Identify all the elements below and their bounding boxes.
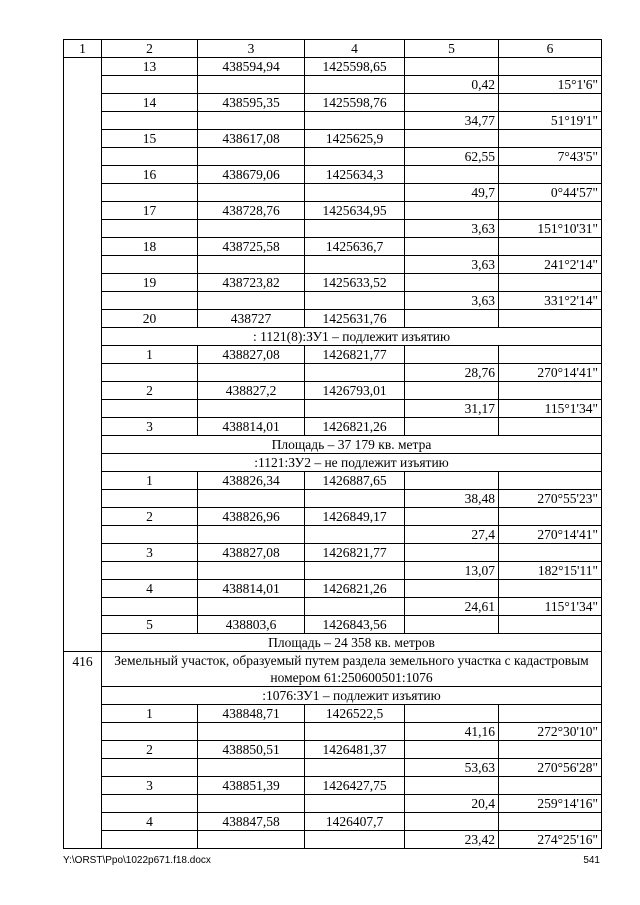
empty-cell bbox=[102, 831, 198, 849]
caption-row bbox=[64, 454, 602, 472]
empty-cell bbox=[198, 184, 305, 202]
empty-cell bbox=[499, 166, 602, 184]
direction-angle: 15°1'6" bbox=[499, 76, 602, 94]
coordinate-y: 1425634,95 bbox=[305, 202, 405, 220]
empty-cell bbox=[305, 562, 405, 580]
empty-cell bbox=[305, 795, 405, 813]
empty-cell bbox=[499, 58, 602, 76]
segment-row bbox=[64, 292, 602, 310]
empty-cell bbox=[405, 382, 499, 400]
segment-length: 28,76 bbox=[405, 364, 499, 382]
direction-angle: 241°2'14" bbox=[499, 256, 602, 274]
point-number: 4 bbox=[102, 813, 198, 831]
coordinate-y: 1426522,5 bbox=[305, 705, 405, 723]
segment-length: 23,42 bbox=[405, 831, 499, 849]
point-row bbox=[64, 508, 602, 526]
empty-cell bbox=[305, 292, 405, 310]
point-number: 2 bbox=[102, 508, 198, 526]
empty-cell bbox=[405, 508, 499, 526]
point-number: 20 bbox=[102, 310, 198, 328]
empty-cell bbox=[405, 238, 499, 256]
point-number: 2 bbox=[102, 741, 198, 759]
empty-cell bbox=[198, 723, 305, 741]
segment-length: 20,4 bbox=[405, 795, 499, 813]
coordinate-x: 438617,08 bbox=[198, 130, 305, 148]
coordinate-x: 438851,39 bbox=[198, 777, 305, 795]
empty-cell bbox=[198, 400, 305, 418]
empty-cell bbox=[405, 705, 499, 723]
point-number: 1 bbox=[102, 346, 198, 364]
coordinate-y: 1426849,17 bbox=[305, 508, 405, 526]
coordinate-x: 438814,01 bbox=[198, 418, 305, 436]
empty-cell bbox=[499, 705, 602, 723]
empty-cell bbox=[305, 831, 405, 849]
empty-cell bbox=[102, 292, 198, 310]
header-cell: 5 bbox=[405, 40, 499, 58]
coordinate-y: 1426821,77 bbox=[305, 544, 405, 562]
point-row bbox=[64, 705, 602, 723]
point-number: 18 bbox=[102, 238, 198, 256]
segment-row bbox=[64, 400, 602, 418]
empty-cell bbox=[102, 184, 198, 202]
empty-cell bbox=[305, 256, 405, 274]
point-number: 1 bbox=[102, 472, 198, 490]
empty-cell bbox=[198, 759, 305, 777]
coordinate-y: 1426821,26 bbox=[305, 418, 405, 436]
segment-row bbox=[64, 490, 602, 508]
direction-angle: 272°30'10" bbox=[499, 723, 602, 741]
coordinate-x: 438725,58 bbox=[198, 238, 305, 256]
empty-cell bbox=[198, 76, 305, 94]
segment-row bbox=[64, 76, 602, 94]
point-number: 13 bbox=[102, 58, 198, 76]
empty-cell bbox=[198, 598, 305, 616]
point-row bbox=[64, 274, 602, 292]
direction-angle: 51°19'1" bbox=[499, 112, 602, 130]
empty-cell bbox=[102, 795, 198, 813]
empty-cell bbox=[305, 148, 405, 166]
direction-angle: 182°15'11" bbox=[499, 562, 602, 580]
coordinate-y: 1426427,75 bbox=[305, 777, 405, 795]
coordinate-x: 438826,34 bbox=[198, 472, 305, 490]
empty-cell bbox=[405, 130, 499, 148]
coordinate-x: 438814,01 bbox=[198, 580, 305, 598]
caption-row bbox=[64, 687, 602, 705]
segment-length: 62,55 bbox=[405, 148, 499, 166]
point-row bbox=[64, 544, 602, 562]
empty-cell bbox=[499, 94, 602, 112]
point-row bbox=[64, 238, 602, 256]
coordinate-x: 438850,51 bbox=[198, 741, 305, 759]
coordinate-x: 438679,06 bbox=[198, 166, 305, 184]
direction-angle: 274°25'16" bbox=[499, 831, 602, 849]
empty-cell bbox=[499, 130, 602, 148]
empty-cell bbox=[405, 616, 499, 634]
segment-row bbox=[64, 364, 602, 382]
coordinate-y: 1425636,7 bbox=[305, 238, 405, 256]
point-number: 4 bbox=[102, 580, 198, 598]
coordinate-y: 1426481,37 bbox=[305, 741, 405, 759]
header-cell: 3 bbox=[198, 40, 305, 58]
segment-row bbox=[64, 112, 602, 130]
point-number: 5 bbox=[102, 616, 198, 634]
point-row bbox=[64, 472, 602, 490]
direction-angle: 115°1'34" bbox=[499, 598, 602, 616]
empty-cell bbox=[499, 616, 602, 634]
segment-row bbox=[64, 723, 602, 741]
empty-cell bbox=[305, 490, 405, 508]
empty-cell bbox=[499, 238, 602, 256]
empty-cell bbox=[198, 112, 305, 130]
header-cell: 1 bbox=[64, 40, 102, 58]
point-number: 3 bbox=[102, 777, 198, 795]
direction-angle: 7°43'5" bbox=[499, 148, 602, 166]
coordinate-y: 1425625,9 bbox=[305, 130, 405, 148]
point-row bbox=[64, 616, 602, 634]
empty-cell bbox=[102, 526, 198, 544]
direction-angle: 115°1'34" bbox=[499, 400, 602, 418]
plot-caption: Площадь – 24 358 кв. метров bbox=[102, 634, 602, 652]
coordinate-y: 1426887,65 bbox=[305, 472, 405, 490]
segment-length: 49,7 bbox=[405, 184, 499, 202]
empty-cell bbox=[198, 490, 305, 508]
caption-row bbox=[64, 436, 602, 454]
empty-cell bbox=[499, 382, 602, 400]
empty-cell bbox=[305, 220, 405, 238]
coordinate-x: 438594,94 bbox=[198, 58, 305, 76]
coordinate-y: 1425598,76 bbox=[305, 94, 405, 112]
empty-cell bbox=[405, 274, 499, 292]
coordinate-x: 438827,08 bbox=[198, 346, 305, 364]
coordinate-x: 438827,2 bbox=[198, 382, 305, 400]
segment-row bbox=[64, 184, 602, 202]
empty-cell bbox=[499, 777, 602, 795]
header-cell: 4 bbox=[305, 40, 405, 58]
point-row bbox=[64, 130, 602, 148]
point-number: 19 bbox=[102, 274, 198, 292]
point-number: 1 bbox=[102, 705, 198, 723]
empty-cell bbox=[198, 220, 305, 238]
empty-cell bbox=[305, 723, 405, 741]
coordinate-x: 438848,71 bbox=[198, 705, 305, 723]
empty-cell bbox=[499, 544, 602, 562]
empty-cell bbox=[405, 777, 499, 795]
empty-cell bbox=[305, 112, 405, 130]
point-row bbox=[64, 580, 602, 598]
empty-cell bbox=[499, 741, 602, 759]
point-row bbox=[64, 741, 602, 759]
coordinate-x: 438847,58 bbox=[198, 813, 305, 831]
segment-row bbox=[64, 831, 602, 849]
segment-row bbox=[64, 526, 602, 544]
point-number: 17 bbox=[102, 202, 198, 220]
direction-angle: 0°44'57" bbox=[499, 184, 602, 202]
segment-length: 13,07 bbox=[405, 562, 499, 580]
coordinate-x: 438723,82 bbox=[198, 274, 305, 292]
segment-row bbox=[64, 598, 602, 616]
header-row bbox=[64, 40, 602, 58]
coordinate-y: 1425633,52 bbox=[305, 274, 405, 292]
header-cell: 2 bbox=[102, 40, 198, 58]
point-number: 3 bbox=[102, 544, 198, 562]
direction-angle: 270°55'23" bbox=[499, 490, 602, 508]
segment-length: 53,63 bbox=[405, 759, 499, 777]
empty-cell bbox=[405, 472, 499, 490]
parcel-title: Земельный участок, образуемый путем раздела земельного участка с кадастровым номером 61:250600501:1076 bbox=[102, 652, 602, 687]
point-number: 2 bbox=[102, 382, 198, 400]
point-row bbox=[64, 202, 602, 220]
segment-length: 34,77 bbox=[405, 112, 499, 130]
empty-cell bbox=[102, 490, 198, 508]
empty-cell bbox=[405, 418, 499, 436]
empty-cell bbox=[198, 831, 305, 849]
caption-row bbox=[64, 328, 602, 346]
point-row bbox=[64, 382, 602, 400]
empty-cell bbox=[405, 166, 499, 184]
direction-angle: 270°14'41" bbox=[499, 364, 602, 382]
empty-cell bbox=[305, 184, 405, 202]
empty-cell bbox=[499, 472, 602, 490]
segment-length: 27,4 bbox=[405, 526, 499, 544]
plot-caption: :1076:ЗУ1 – подлежит изъятию bbox=[102, 687, 602, 705]
direction-angle: 270°56'28" bbox=[499, 759, 602, 777]
coordinate-x: 438728,76 bbox=[198, 202, 305, 220]
direction-angle: 331°2'14" bbox=[499, 292, 602, 310]
empty-cell bbox=[405, 94, 499, 112]
coordinate-y: 1425631,76 bbox=[305, 310, 405, 328]
direction-angle: 151°10'31" bbox=[499, 220, 602, 238]
empty-cell bbox=[102, 220, 198, 238]
segment-length: 3,63 bbox=[405, 220, 499, 238]
segment-row bbox=[64, 562, 602, 580]
point-row bbox=[64, 310, 602, 328]
header-cell: 6 bbox=[499, 40, 602, 58]
empty-cell bbox=[499, 580, 602, 598]
empty-cell bbox=[499, 418, 602, 436]
direction-angle: 270°14'41" bbox=[499, 526, 602, 544]
coordinate-y: 1425598,65 bbox=[305, 58, 405, 76]
empty-cell bbox=[102, 400, 198, 418]
empty-cell bbox=[198, 795, 305, 813]
empty-cell bbox=[198, 562, 305, 580]
empty-cell bbox=[405, 346, 499, 364]
empty-cell bbox=[198, 256, 305, 274]
empty-cell bbox=[499, 346, 602, 364]
footer-page-number: 541 bbox=[583, 855, 600, 866]
point-row bbox=[64, 418, 602, 436]
plot-caption: Площадь – 37 179 кв. метра bbox=[102, 436, 602, 454]
empty-number-cell bbox=[64, 58, 102, 652]
coordinates-table-body bbox=[64, 40, 602, 849]
empty-cell bbox=[305, 76, 405, 94]
empty-cell bbox=[405, 544, 499, 562]
empty-cell bbox=[405, 813, 499, 831]
empty-cell bbox=[102, 759, 198, 777]
coordinate-x: 438827,08 bbox=[198, 544, 305, 562]
empty-cell bbox=[305, 598, 405, 616]
segment-length: 0,42 bbox=[405, 76, 499, 94]
empty-cell bbox=[405, 580, 499, 598]
empty-cell bbox=[198, 148, 305, 166]
empty-cell bbox=[102, 723, 198, 741]
point-number: 3 bbox=[102, 418, 198, 436]
empty-cell bbox=[405, 202, 499, 220]
segment-row bbox=[64, 220, 602, 238]
parcel-number: 416 bbox=[64, 652, 102, 849]
empty-cell bbox=[305, 364, 405, 382]
segment-row bbox=[64, 256, 602, 274]
segment-row bbox=[64, 795, 602, 813]
coordinates-table bbox=[63, 39, 602, 849]
point-row bbox=[64, 777, 602, 795]
empty-cell bbox=[305, 400, 405, 418]
segment-length: 24,61 bbox=[405, 598, 499, 616]
segment-row bbox=[64, 148, 602, 166]
point-number: 15 bbox=[102, 130, 198, 148]
coordinate-x: 438727 bbox=[198, 310, 305, 328]
segment-row bbox=[64, 759, 602, 777]
coordinate-y: 1426821,26 bbox=[305, 580, 405, 598]
empty-cell bbox=[102, 256, 198, 274]
plot-caption: :1121:ЗУ2 – не подлежит изъятию bbox=[102, 454, 602, 472]
empty-cell bbox=[198, 526, 305, 544]
empty-cell bbox=[405, 310, 499, 328]
empty-cell bbox=[499, 813, 602, 831]
point-number: 14 bbox=[102, 94, 198, 112]
empty-cell bbox=[405, 58, 499, 76]
coordinate-y: 1425634,3 bbox=[305, 166, 405, 184]
coordinate-y: 1426843,56 bbox=[305, 616, 405, 634]
empty-cell bbox=[305, 759, 405, 777]
empty-cell bbox=[102, 364, 198, 382]
segment-length: 31,17 bbox=[405, 400, 499, 418]
direction-angle: 259°14'16" bbox=[499, 795, 602, 813]
empty-cell bbox=[499, 202, 602, 220]
empty-cell bbox=[102, 562, 198, 580]
empty-cell bbox=[499, 508, 602, 526]
coordinate-y: 1426793,01 bbox=[305, 382, 405, 400]
point-row bbox=[64, 58, 602, 76]
empty-cell bbox=[102, 76, 198, 94]
empty-cell bbox=[499, 274, 602, 292]
coordinate-x: 438803,6 bbox=[198, 616, 305, 634]
point-row bbox=[64, 346, 602, 364]
plot-caption: : 1121(8):ЗУ1 – подлежит изъятию bbox=[102, 328, 602, 346]
parcel-title-row bbox=[64, 652, 602, 687]
segment-length: 3,63 bbox=[405, 292, 499, 310]
coordinate-x: 438826,96 bbox=[198, 508, 305, 526]
point-row bbox=[64, 94, 602, 112]
segment-length: 41,16 bbox=[405, 723, 499, 741]
point-row bbox=[64, 166, 602, 184]
coordinate-y: 1426821,77 bbox=[305, 346, 405, 364]
coordinate-x: 438595,35 bbox=[198, 94, 305, 112]
point-number: 16 bbox=[102, 166, 198, 184]
empty-cell bbox=[198, 292, 305, 310]
empty-cell bbox=[305, 526, 405, 544]
empty-cell bbox=[499, 310, 602, 328]
empty-cell bbox=[405, 741, 499, 759]
empty-cell bbox=[102, 148, 198, 166]
empty-cell bbox=[198, 364, 305, 382]
empty-cell bbox=[102, 598, 198, 616]
point-row bbox=[64, 813, 602, 831]
segment-length: 38,48 bbox=[405, 490, 499, 508]
caption-row bbox=[64, 634, 602, 652]
footer-file-path: Y:\ORST\Ppo\1022p671.f18.docx bbox=[63, 855, 211, 866]
empty-cell bbox=[102, 112, 198, 130]
coordinate-y: 1426407,7 bbox=[305, 813, 405, 831]
segment-length: 3,63 bbox=[405, 256, 499, 274]
